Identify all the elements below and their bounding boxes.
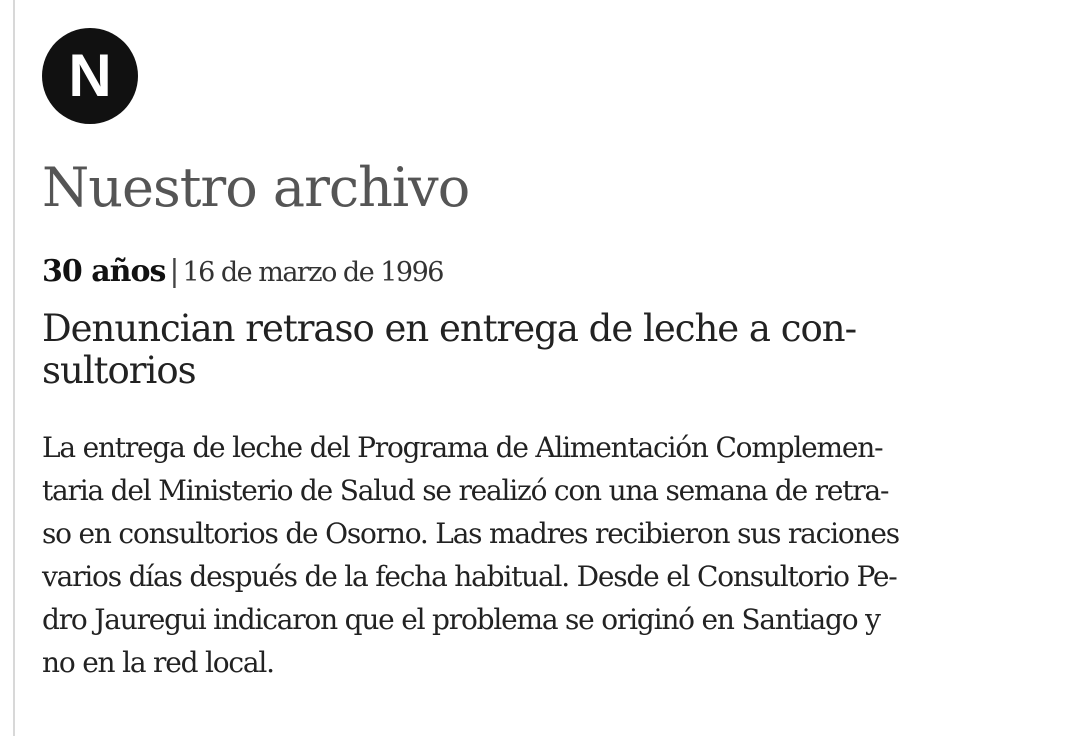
left-column-rule <box>13 0 15 736</box>
headline-line: Denuncian retraso en entrega de leche a con- <box>42 307 857 350</box>
archive-date: 16 de marzo de 1996 <box>182 257 443 288</box>
section-title: Nuestro archivo <box>42 156 470 219</box>
meta-separator: | <box>169 254 179 289</box>
body-line: dro Jauregui indicaron que el problema se originó en Santiago y <box>42 603 880 636</box>
archive-meta <box>42 248 443 297</box>
years-ago-label: 30 años <box>42 254 166 289</box>
newspaper-logo: N <box>42 28 138 124</box>
body-line: La entrega de leche del Programa de Alimentación Complemen- <box>42 431 883 464</box>
body-line: taria del Ministerio de Salud se realizó con una semana de retra- <box>42 474 889 507</box>
headline-line: sultorios <box>42 349 196 392</box>
article-body <box>42 426 1042 684</box>
body-line: so en consultorios de Osorno. Las madres recibieron sus raciones <box>42 517 899 550</box>
article-headline <box>42 308 1042 392</box>
body-line: no en la red local. <box>42 646 274 679</box>
body-line: varios días después de la fecha habitual. Desde el Consultorio Pe- <box>42 560 897 593</box>
